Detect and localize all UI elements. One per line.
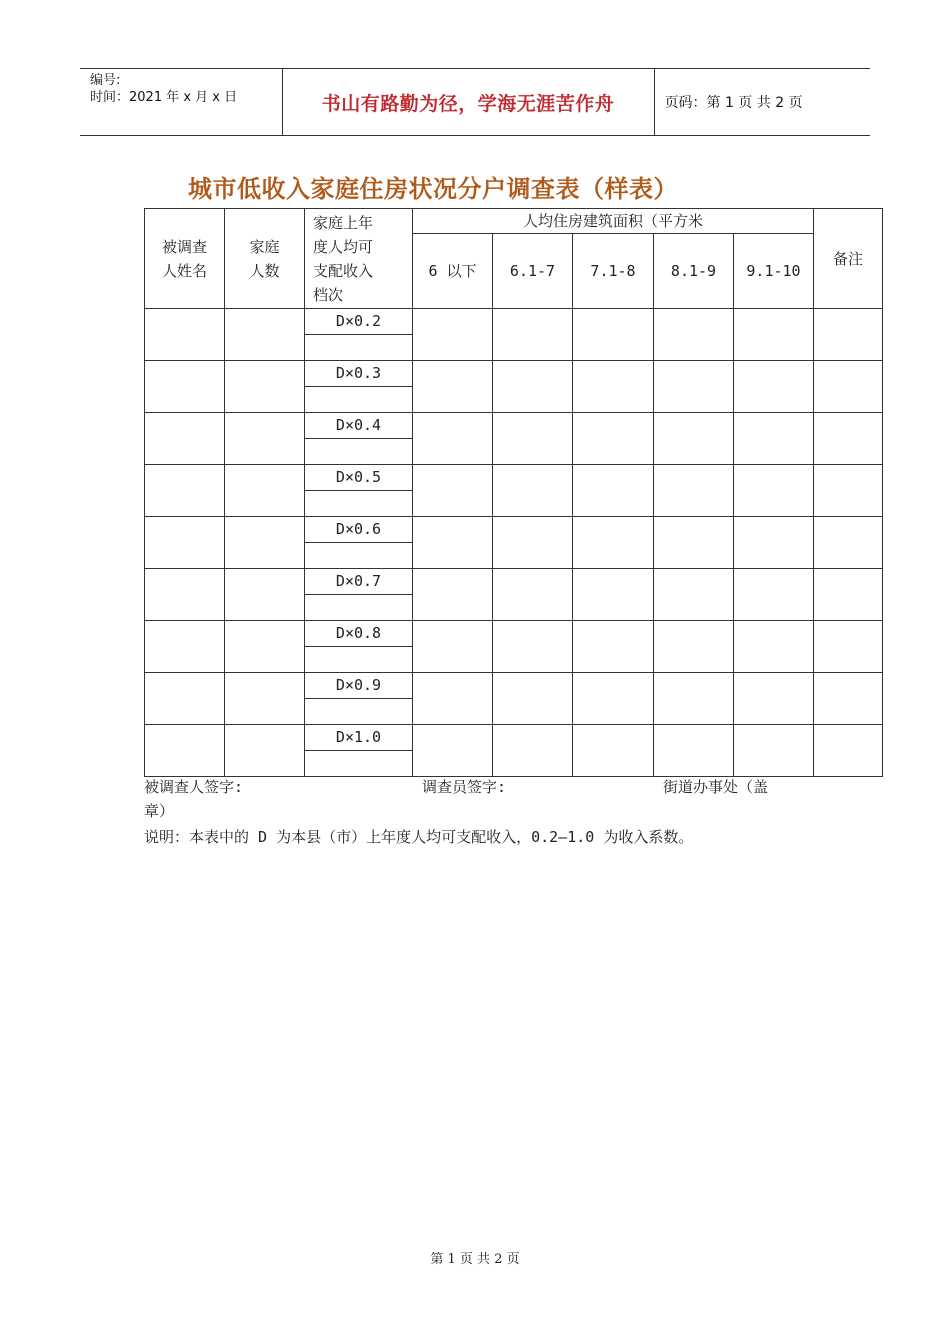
notes-cell[interactable] bbox=[814, 673, 883, 725]
respondent-name-cell[interactable] bbox=[145, 465, 225, 517]
income-level-cell: D×1.0 bbox=[305, 725, 413, 751]
respondent-name-cell[interactable] bbox=[145, 309, 225, 361]
income-value-cell[interactable] bbox=[305, 335, 413, 361]
table-row bbox=[145, 725, 883, 751]
table-row bbox=[145, 517, 883, 543]
income-value-cell[interactable] bbox=[305, 491, 413, 517]
office-stamp-label-cont: 章） bbox=[144, 802, 175, 820]
area-bin-cell[interactable] bbox=[654, 673, 734, 725]
area-bin-cell[interactable] bbox=[413, 673, 493, 725]
explanation-note: 说明：本表中的 D 为本县（市）上年度人均可支配收入，0.2—1.0 为收入系数。 bbox=[144, 828, 694, 846]
income-level-cell: D×0.6 bbox=[305, 517, 413, 543]
respondent-signature-label: 被调查人签字: bbox=[144, 778, 244, 796]
income-level-cell: D×0.9 bbox=[305, 673, 413, 699]
respondent-name-cell[interactable] bbox=[145, 361, 225, 413]
surveyor-signature bbox=[422, 776, 506, 797]
area-bin-cell[interactable] bbox=[573, 309, 654, 361]
income-value-cell[interactable] bbox=[305, 699, 413, 725]
area-bin-cell[interactable] bbox=[413, 725, 493, 777]
income-level-cell: D×0.8 bbox=[305, 621, 413, 647]
header-income-line1: 家庭上年 bbox=[313, 213, 374, 232]
header-income-line2: 度人均可 bbox=[313, 237, 374, 256]
area-bin-cell[interactable] bbox=[493, 569, 573, 621]
area-bin-cell[interactable] bbox=[654, 309, 734, 361]
area-bin-cell[interactable] bbox=[734, 569, 814, 621]
office-stamp-label: 街道办事处（盖 bbox=[663, 778, 769, 796]
header-area-bin: 8.1-9 bbox=[654, 234, 734, 309]
respondent-name-cell[interactable] bbox=[145, 569, 225, 621]
area-bin-cell[interactable] bbox=[734, 621, 814, 673]
page-footer: 第 1 页 共 2 页 bbox=[430, 1252, 520, 1267]
area-bin-cell[interactable] bbox=[573, 465, 654, 517]
respondent-name-cell[interactable] bbox=[145, 725, 225, 777]
document-header bbox=[80, 68, 870, 136]
area-bin-cell[interactable] bbox=[573, 621, 654, 673]
area-bin-cell[interactable] bbox=[734, 517, 814, 569]
notes-cell[interactable] bbox=[814, 361, 883, 413]
area-bin-cell[interactable] bbox=[734, 465, 814, 517]
header-household-size bbox=[225, 209, 305, 309]
area-bin-cell[interactable] bbox=[493, 309, 573, 361]
area-bin-cell[interactable] bbox=[654, 361, 734, 413]
notes-cell[interactable] bbox=[814, 725, 883, 777]
office-stamp bbox=[663, 776, 768, 797]
table-row bbox=[145, 309, 883, 335]
area-bin-cell[interactable] bbox=[573, 361, 654, 413]
table-row bbox=[145, 465, 883, 491]
respondent-name-cell[interactable] bbox=[145, 517, 225, 569]
area-bin-cell[interactable] bbox=[413, 413, 493, 465]
header-area-bin: 6 以下 bbox=[413, 234, 493, 309]
office-stamp-cont bbox=[144, 800, 174, 821]
area-bin-cell[interactable] bbox=[493, 361, 573, 413]
notes-cell[interactable] bbox=[814, 621, 883, 673]
header-area-bin: 6.1-7 bbox=[493, 234, 573, 309]
table-row bbox=[145, 361, 883, 387]
area-bin-cell[interactable] bbox=[654, 569, 734, 621]
area-bin-cell[interactable] bbox=[654, 517, 734, 569]
income-level-cell: D×0.7 bbox=[305, 569, 413, 595]
header-household-size-line1: 家庭 bbox=[249, 237, 280, 256]
income-value-cell[interactable] bbox=[305, 647, 413, 673]
header-area-group: 人均住房建筑面积（平方米 bbox=[413, 209, 814, 234]
income-level-cell: D×0.2 bbox=[305, 309, 413, 335]
header-income-level bbox=[305, 209, 413, 309]
area-bin-cell[interactable] bbox=[493, 465, 573, 517]
area-bin-cell[interactable] bbox=[413, 621, 493, 673]
header-area-bin: 7.1-8 bbox=[573, 234, 654, 309]
area-bin-cell[interactable] bbox=[654, 465, 734, 517]
household-size-cell[interactable] bbox=[225, 309, 305, 361]
income-value-cell[interactable] bbox=[305, 387, 413, 413]
area-bin-cell[interactable] bbox=[493, 725, 573, 777]
table-row bbox=[145, 621, 883, 647]
area-bin-cell[interactable] bbox=[573, 673, 654, 725]
household-size-cell[interactable] bbox=[225, 465, 305, 517]
table-row bbox=[145, 673, 883, 699]
header-meta bbox=[80, 69, 282, 136]
number-label: 编号: bbox=[90, 73, 121, 88]
header-respondent-name bbox=[145, 209, 225, 309]
area-bin-cell[interactable] bbox=[413, 309, 493, 361]
income-value-cell[interactable] bbox=[305, 543, 413, 569]
area-bin-cell[interactable] bbox=[654, 621, 734, 673]
area-bin-cell[interactable] bbox=[734, 673, 814, 725]
income-value-cell[interactable] bbox=[305, 595, 413, 621]
income-value-cell[interactable] bbox=[305, 751, 413, 777]
household-size-cell[interactable] bbox=[225, 673, 305, 725]
respondent-name-cell[interactable] bbox=[145, 413, 225, 465]
area-bin-cell[interactable] bbox=[573, 725, 654, 777]
area-bin-cell[interactable] bbox=[734, 413, 814, 465]
notes-cell[interactable] bbox=[814, 413, 883, 465]
notes-cell[interactable] bbox=[814, 309, 883, 361]
page-info: 页码：第 1 页 共 2 页 bbox=[654, 69, 870, 136]
header-notes: 备注 bbox=[814, 209, 883, 309]
header-household-size-line2: 人数 bbox=[249, 261, 280, 280]
motto: 书山有路勤为径，学海无涯苦作舟 bbox=[282, 69, 654, 136]
income-level-cell: D×0.3 bbox=[305, 361, 413, 387]
area-bin-cell[interactable] bbox=[413, 569, 493, 621]
area-bin-cell[interactable] bbox=[734, 309, 814, 361]
header-respondent-name-line2: 人姓名 bbox=[161, 261, 207, 280]
respondent-name-cell[interactable] bbox=[145, 621, 225, 673]
household-size-cell[interactable] bbox=[225, 621, 305, 673]
area-bin-cell[interactable] bbox=[654, 725, 734, 777]
document-title: 城市低收入家庭住房状况分户调查表（样表） bbox=[188, 174, 678, 203]
area-bin-cell[interactable] bbox=[413, 517, 493, 569]
area-bin-cell[interactable] bbox=[413, 465, 493, 517]
area-bin-cell[interactable] bbox=[573, 517, 654, 569]
area-bin-cell[interactable] bbox=[573, 413, 654, 465]
area-bin-cell[interactable] bbox=[413, 361, 493, 413]
income-level-cell: D×0.4 bbox=[305, 413, 413, 439]
header-respondent-name-line1: 被调查 bbox=[161, 237, 207, 256]
income-level-cell: D×0.5 bbox=[305, 465, 413, 491]
household-size-cell[interactable] bbox=[225, 725, 305, 777]
area-bin-cell[interactable] bbox=[493, 517, 573, 569]
area-bin-cell[interactable] bbox=[734, 361, 814, 413]
household-size-cell[interactable] bbox=[225, 413, 305, 465]
notes-cell[interactable] bbox=[814, 569, 883, 621]
table-row bbox=[145, 569, 883, 595]
respondent-name-cell[interactable] bbox=[145, 673, 225, 725]
header-income-line3: 支配收入 bbox=[313, 261, 374, 280]
area-bin-cell[interactable] bbox=[654, 413, 734, 465]
signature-line bbox=[144, 776, 243, 797]
area-bin-cell[interactable] bbox=[493, 673, 573, 725]
header-income-line4: 档次 bbox=[313, 285, 344, 304]
table-row bbox=[145, 413, 883, 439]
area-bin-cell[interactable] bbox=[493, 621, 573, 673]
income-value-cell[interactable] bbox=[305, 439, 413, 465]
area-bin-cell[interactable] bbox=[493, 413, 573, 465]
household-size-cell[interactable] bbox=[225, 569, 305, 621]
time-label: 时间：2021 年 x 月 x 日 bbox=[90, 90, 238, 105]
area-bin-cell[interactable] bbox=[734, 725, 814, 777]
notes-cell[interactable] bbox=[814, 517, 883, 569]
surveyor-signature-label: 调查员签字: bbox=[422, 778, 507, 796]
survey-body bbox=[145, 309, 883, 777]
area-bin-cell[interactable] bbox=[573, 569, 654, 621]
survey-table bbox=[144, 208, 883, 777]
household-size-cell[interactable] bbox=[225, 517, 305, 569]
header-area-bin: 9.1-10 bbox=[734, 234, 814, 309]
notes-cell[interactable] bbox=[814, 465, 883, 517]
household-size-cell[interactable] bbox=[225, 361, 305, 413]
